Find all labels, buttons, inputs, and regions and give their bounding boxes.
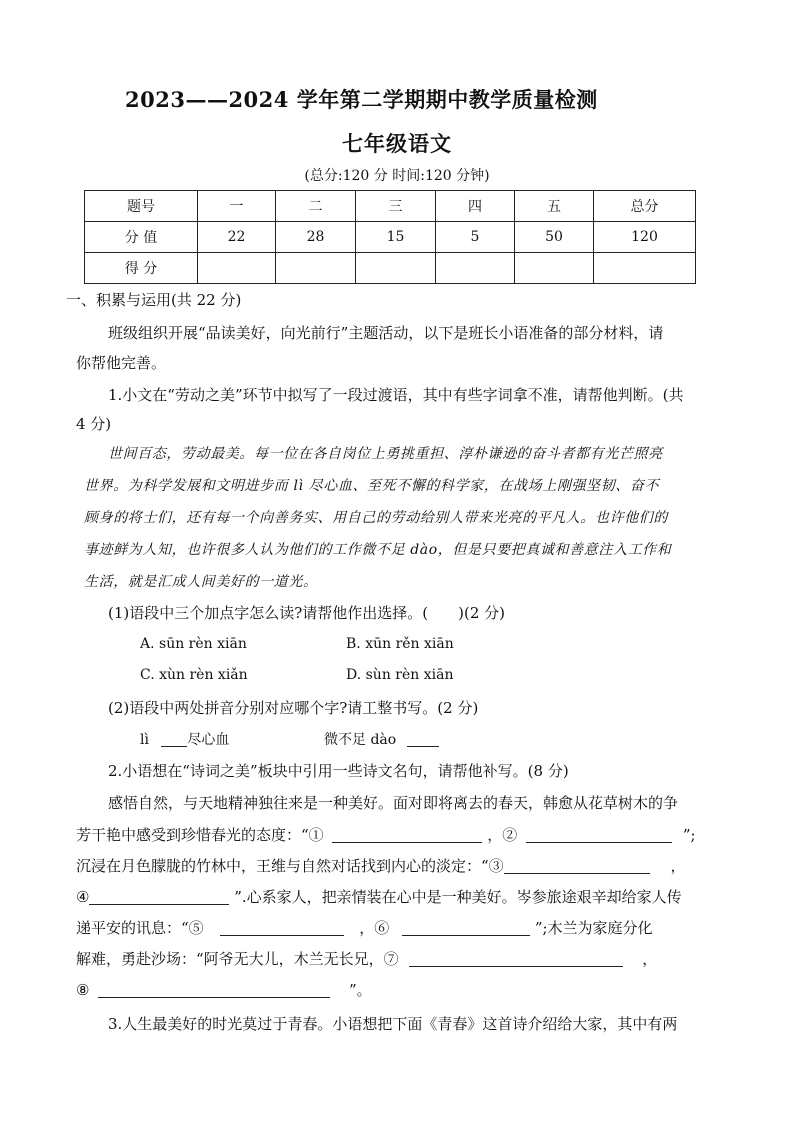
q2-text-part: 递平安的讯息：“⑤ <box>76 919 204 937</box>
table-cell: 四 <box>436 191 515 222</box>
table-cell: 三 <box>356 191 436 222</box>
q2-text-part: ”.心系家人，把亲情装在心中是一种美好。岑参旅途艰辛却给家人传 <box>234 888 682 906</box>
q2-text <box>76 949 657 969</box>
score-time-note: (总分:120 分 时间:120 分钟) <box>304 168 490 184</box>
answer-blank-4[interactable] <box>89 888 229 905</box>
answer-blank-2[interactable] <box>526 826 672 843</box>
intro-text: 你帮他完善。 <box>76 354 167 372</box>
answer-blank-8[interactable] <box>98 981 330 998</box>
score-table-header-row <box>85 191 696 222</box>
answer-blank-3[interactable] <box>504 857 650 874</box>
answer-blank-1[interactable] <box>332 826 482 843</box>
table-cell: 22 <box>198 222 276 253</box>
choice-c[interactable]: C. xùn rèn xiǎn <box>140 667 248 683</box>
passage-line: 顾身的将士们，还有每一个向善务实、用自己的劳动给别人带来光亮的平凡人。也许他们的 <box>84 510 668 526</box>
q2-text-part: 解难，勇赴沙场：“阿爷无大儿，木兰无长兄，⑦ <box>76 950 399 968</box>
answer-blank-5[interactable] <box>220 919 344 936</box>
q2-text-part: 沉浸在月色朦胧的竹林中，王维与自然对话找到内心的淡定：“③ <box>76 857 504 875</box>
table-cell: 题号 <box>85 191 198 222</box>
choice-a[interactable]: A. sūn rèn xiān <box>140 636 247 652</box>
score-entry-cell[interactable] <box>436 253 515 284</box>
answer-blank-6[interactable] <box>402 919 530 936</box>
q2-text-part: ”; <box>682 826 696 844</box>
score-entry-cell[interactable] <box>594 253 696 284</box>
q2-text-part: ， <box>670 857 686 875</box>
pinyin-label: 微不足 dào <box>324 732 397 748</box>
section-heading: 一、积累与运用(共 22 分) <box>66 291 242 309</box>
question-3: 3.人生最美好的时光莫过于青春。小语想把下面《青春》这首诗介绍给大家，其中有两 <box>108 1015 678 1033</box>
score-table-got-row <box>85 253 696 284</box>
question-2: 2.小语想在“诗词之美”板块中引用一些诗文名句，请帮他补写。(8 分) <box>108 762 569 780</box>
choice-b[interactable]: B. xūn rěn xiān <box>346 636 454 652</box>
answer-blank-7[interactable] <box>409 950 623 967</box>
q2-text <box>76 980 372 1000</box>
table-cell: 120 <box>594 222 696 253</box>
table-cell: 一 <box>198 191 276 222</box>
score-table <box>84 190 696 284</box>
q2-text <box>76 825 696 845</box>
table-cell: 50 <box>515 222 594 253</box>
exam-title: 2023——2024 学年第二学期期中教学质量检测 <box>125 87 598 112</box>
table-cell: 5 <box>436 222 515 253</box>
pinyin-answer-b <box>324 730 439 750</box>
intro-text: 班级组织开展“品读美好，向光前行”主题活动，以下是班长小语准备的部分材料，请 <box>108 324 664 342</box>
score-entry-cell[interactable] <box>356 253 436 284</box>
q2-text-part: ， <box>642 950 658 968</box>
table-cell: 二 <box>276 191 356 222</box>
table-cell: 得 分 <box>85 253 198 284</box>
table-cell: 15 <box>356 222 436 253</box>
score-table-value-row <box>85 222 696 253</box>
passage-line: 世界。为科学发展和文明进步而 lì 尽心血、至死不懈的科学家，在战场上刚强坚韧、奋不 <box>84 478 660 494</box>
q2-text-part: ⑧ <box>76 981 90 999</box>
q2-text-part: ”;木兰为家庭分化 <box>534 919 653 937</box>
q2-text-part: ，⑥ <box>359 919 390 937</box>
question-1-points: 4 分) <box>76 415 112 433</box>
exam-subtitle: 七年级语文 <box>342 131 452 156</box>
q2-text <box>76 856 685 876</box>
score-entry-cell[interactable] <box>198 253 276 284</box>
question-1: 1.小文在“劳动之美”环节中拟写了一段过渡语，其中有些字词拿不准，请帮他判断。(共 <box>108 386 684 404</box>
passage-line: 事迹鲜为人知，也许很多人认为他们的工作微不足 dào，但是只要把真诚和善意注入工作和 <box>84 542 672 558</box>
q2-text-part: ④ <box>76 888 90 906</box>
q2-text-part: ，② <box>487 826 518 844</box>
table-cell: 总分 <box>594 191 696 222</box>
reading-passage <box>84 438 716 598</box>
choice-d[interactable]: D. sùn rèn xiān <box>346 667 454 683</box>
sub-question-1: (1)语段中三个加点字怎么读?请帮他作出选择。( )(2 分) <box>108 604 506 622</box>
answer-blank[interactable] <box>407 730 439 747</box>
table-cell: 28 <box>276 222 356 253</box>
score-entry-cell[interactable] <box>276 253 356 284</box>
q2-text-part: ”。 <box>349 981 372 999</box>
table-cell: 五 <box>515 191 594 222</box>
sub-question-2: (2)语段中两处拼音分别对应哪个字?请工整书写。(2 分) <box>108 699 479 717</box>
score-entry-cell[interactable] <box>515 253 594 284</box>
q2-text <box>76 887 682 907</box>
pinyin-answer-a <box>140 730 229 750</box>
passage-line: 生活，就是汇成人间美好的一道光。 <box>84 574 318 590</box>
q2-text <box>76 918 653 938</box>
passage-line: 世间百态，劳动最美。每一位在各自岗位上勇挑重担、淳朴谦逊的奋斗者都有光芒照亮 <box>108 446 663 462</box>
table-cell: 分 值 <box>85 222 198 253</box>
answer-blank[interactable] <box>161 730 187 747</box>
pinyin-label: lì <box>140 732 149 748</box>
q2-text: 感悟自然，与天地精神独往来是一种美好。面对即将离去的春天，韩愈从花草树木的争 <box>108 794 679 812</box>
pinyin-text: 尽心血 <box>187 732 230 748</box>
q2-text-part: 芳干艳中感受到珍惜春光的态度：“① <box>76 826 324 844</box>
